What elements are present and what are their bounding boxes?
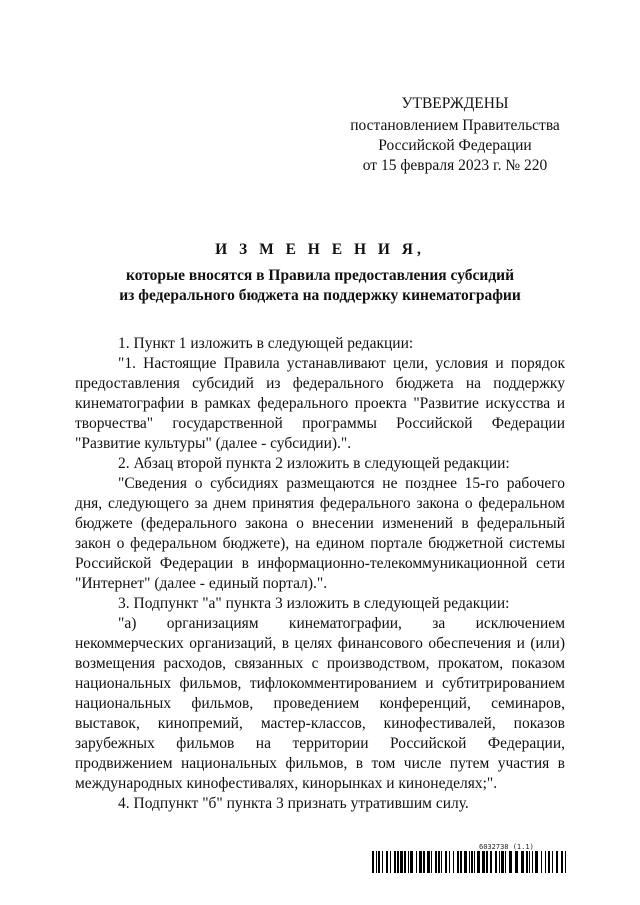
approval-heading: УТВЕРЖДЕНЫ: [401, 95, 509, 112]
approval-line-3: от 15 февраля 2023 г. № 220: [362, 157, 548, 174]
document-body: [75, 334, 565, 814]
paragraph-2: "1. Настоящие Правила устанавливают цели, условия и порядок предоставления субсидий из федерального бюджета на поддержку кинематографии в рамках федерального проекта "Развитие искусства и творчества" государственной программы Российской Федерации "Развитие культуры" (далее - субсидии).".: [75, 355, 565, 452]
paragraph-4: "Сведения о субсидиях размещаются не позднее 15-го рабочего дня, следующего за днем принятия федерального закона о федеральном бюджете (федерального закона о внесении изменений в федеральный закон о федеральном бюджете), на едином портале бюджетной системы Российской Федерации в информационно-телекоммуникационной сети "Интернет" (далее - единый портал).".: [75, 475, 565, 592]
barcode-icon: [372, 851, 568, 873]
paragraph-3: 2. Абзац второй пункта 2 изложить в следующей редакции:: [118, 455, 510, 472]
document-title: И З М Е Н Е Н И Я,: [215, 241, 425, 258]
subtitle-line-2: из федерального бюджета на поддержку кинематографии: [119, 287, 521, 304]
approval-line-1: постановлением Правительства: [350, 117, 560, 134]
document-subtitle: [0, 266, 640, 306]
paragraph-1: 1. Пункт 1 изложить в следующей редакции:: [118, 335, 414, 352]
paragraph-5: 3. Подпункт "а" пункта 3 изложить в следующей редакции:: [118, 595, 510, 612]
approval-block: [340, 94, 570, 176]
subtitle-line-1: которые вносятся в Правила предоставления субсидий: [125, 267, 515, 284]
document-code: 6032738 (1.1): [479, 843, 534, 851]
approval-line-2: Российской Федерации: [378, 137, 532, 154]
paragraph-7: 4. Подпункт "б" пункта 3 признать утратившим силу.: [118, 795, 469, 812]
paragraph-6: "а) организациям кинематографии, за исключением некоммерческих организаций, в целях финансового обеспечения и (или) возмещения расходов, связанных с производством, прокатом, показом национальных фильмов, тифлокомментированием и субтитрированием национальных фильмов, проведением конференций, семинаров, выставок, кинопремий, мастер-классов, кинофестивалей, показов зарубежных фильмов на территории Российской Федерации, продвижением национальных фильмов, в том числе путем участия в международных кинофестивалях, кинорынках и кинонеделях;".: [75, 615, 565, 792]
